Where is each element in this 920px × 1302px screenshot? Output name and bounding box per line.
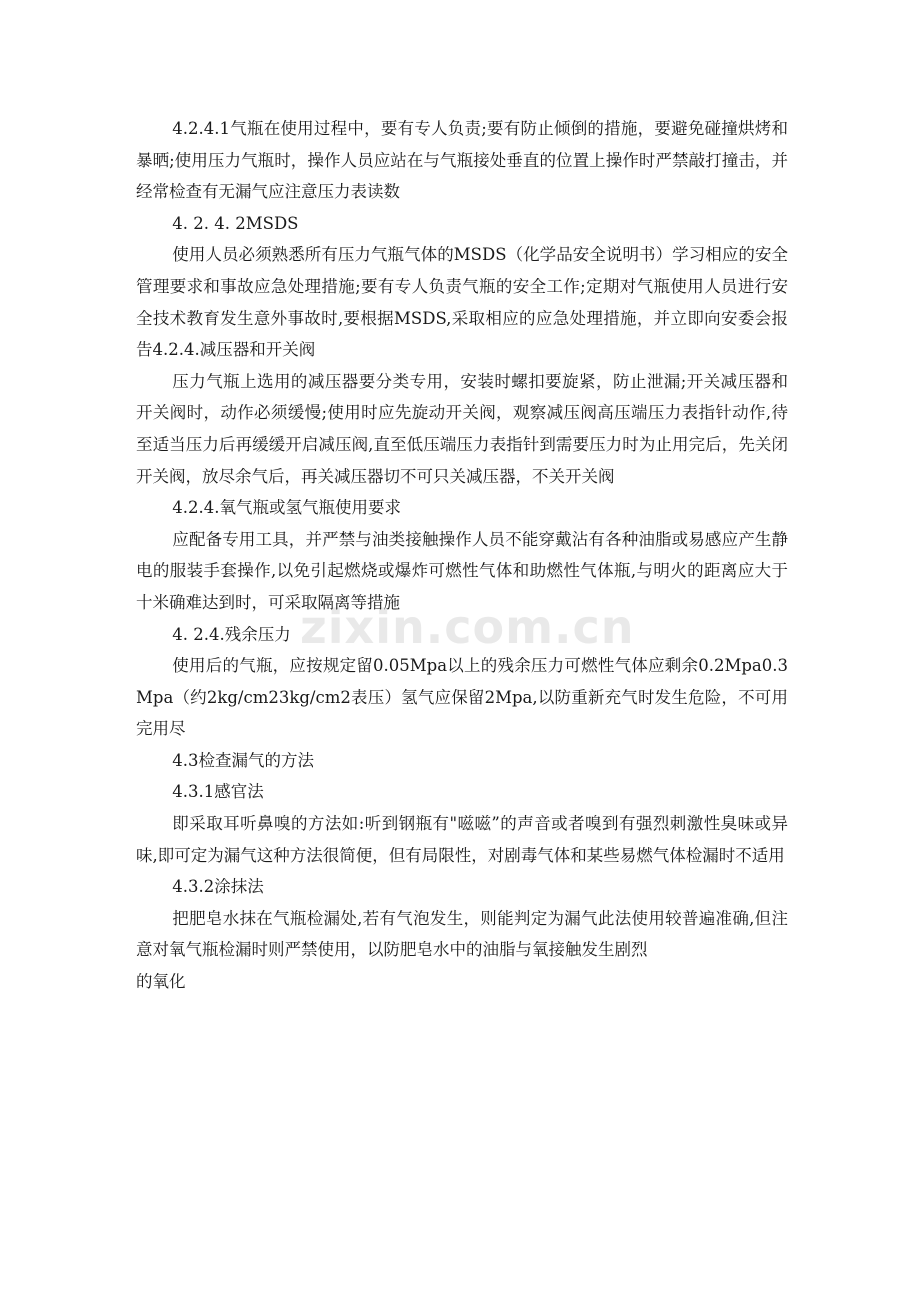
paragraph-msds: 使用人员必须熟悉所有压力气瓶气体的MSDS（化学品安全说明书）学习相应的安全管理要求和事故应急处理措施;要有专人负责气瓶的安全工作;定期对气瓶使用人员进行安全技术教育发生意外事故时,要根据MSDS,采取相应的应急处理措施，并立即向安委会报告4.2.4.减压器和开关阀 [136, 245, 788, 360]
paragraph-pressure-reducer: 压力气瓶上选用的减压器要分类专用，安装时螺扣要旋紧，防止泄漏;开关减压器和开关阀时，动作必须缓慢;使用时应先旋动开关阀，观察减压阀高压端压力表指针动作,待至适当压力后再缓缓开启减压阀,直至低压端压力表指针到需要压力时为止用完后，先关闭开关阀，放尽余气后，再关减压器切不可只关减压器，不关开关阀 [136, 371, 788, 486]
paragraph-smear-method: 把肥皂水抹在气瓶检漏处,若有气泡发生，则能判定为漏气此法使用较普遍准确,但注意对氧气瓶检漏时则严禁使用，以防肥皂水中的油脂与氧接触发生剧烈 [136, 908, 788, 960]
heading-sensory-method: 4.3.1感官法 [172, 782, 264, 802]
heading-oxygen-hydrogen: 4.2.4.氧气瓶或氢气瓶使用要求 [172, 498, 402, 518]
paragraph-tail: 的氧化 [136, 972, 186, 992]
heading-smear-method: 4.3.2涂抹法 [172, 877, 264, 897]
heading-msds: 4. 2. 4. 2MSDS [172, 213, 299, 233]
paragraph-oxygen-hydrogen: 应配备专用工具，并严禁与油类接触操作人员不能穿戴沾有各种油脂或易感应产生静电的服装手套操作,以免引起燃烧或爆炸可燃性气体和助燃性气体瓶,与明火的距离应大于十米确难达到时，可采取隔离等措施 [136, 529, 788, 612]
watermark: zixin.com.cn [300, 600, 635, 654]
paragraph-4-2-4-1: 4.2.4.1气瓶在使用过程中，要有专人负责;要有防止倾倒的措施，要避免碰撞烘烤和暴晒;使用压力气瓶时，操作人员应站在与气瓶接处垂直的位置上操作时严禁敲打撞击，并经常检查有无漏气应注意压力表读数 [136, 119, 788, 202]
paragraph-residual-pressure: 使用后的气瓶，应按规定留0.05Mpa以上的残余压力可燃性气体应剩余0.2Mpa0.3Mpa（约2kg/cm23kg/cm2表压）氢气应保留2Mpa,以防重新充气时发生危险，不可用完用尽 [136, 656, 788, 739]
document-body [136, 113, 788, 998]
heading-leak-check: 4.3检查漏气的方法 [172, 750, 315, 770]
heading-residual-pressure: 4. 2.4.残余压力 [172, 624, 291, 644]
paragraph-sensory-method: 即采取耳听鼻嗅的方法如:听到钢瓶有"嗞嗞”的声音或者嗅到有强烈刺激性臭味或异味,即可定为漏气这种方法很简便，但有局限性，对剧毒气体和某些易燃气体检漏时不适用 [136, 814, 788, 865]
